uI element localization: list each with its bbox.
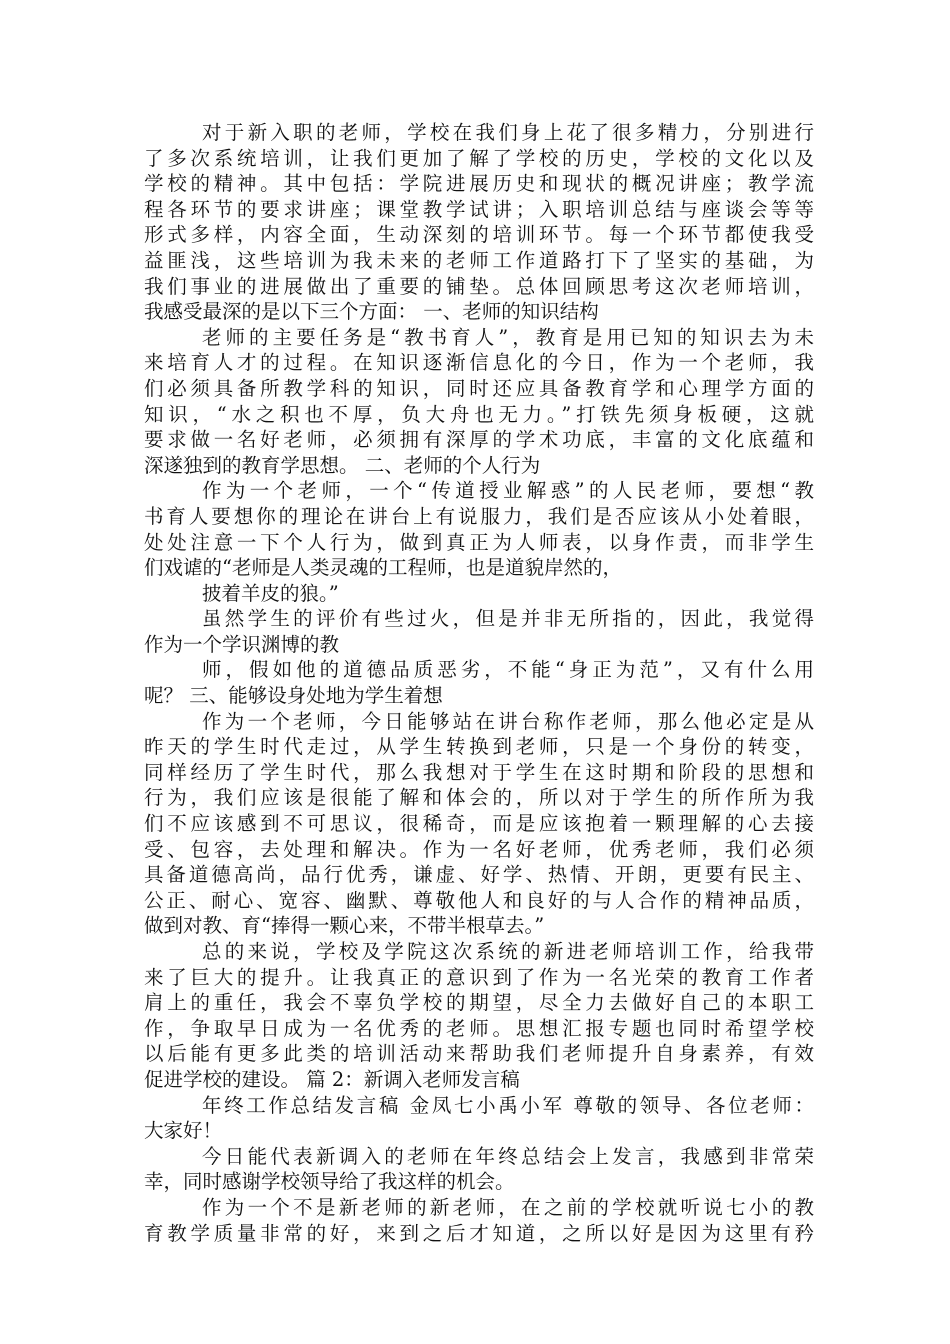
text-line: 披着羊皮的狼。”: [202, 581, 339, 605]
text-line: 作为一个老师，今日能够站在讲台称作老师，那么他必定是从: [202, 709, 814, 733]
text-line: 对于新入职的老师，学校在我们身上花了很多精力，分别进行: [202, 121, 814, 144]
text-line: 具备道德高尚，品行优秀，谦虚、好学、热情、开朗，更要有民主、: [144, 863, 814, 887]
text-line: 作为一个不是新老师的新老师，在之前的学校就听说七小的教: [202, 1195, 814, 1219]
text-line: 今日能代表新调入的老师在年终总结会上发言，我感到非常荣: [202, 1144, 814, 1168]
text-line: 来培育人才的过程。在知识逐渐信息化的今日，作为一个老师，我: [144, 351, 814, 375]
text-line: 做到对教、育“捧得一颗心来，不带半根草去。”: [144, 914, 545, 938]
text-line: 作为一个老师，一个“传道授业解惑”的人民老师，要想“教: [202, 479, 814, 503]
text-line: 程各环节的要求讲座；课堂教学试讲；入职培训总结与座谈会等等: [144, 197, 814, 221]
text-line: 作，争取早日成为一名优秀的老师。思想汇报专题也同时希望学校: [144, 1016, 814, 1040]
text-line: 受、包容，去处理和解决。作为一名好老师，优秀老师，我们必须: [144, 837, 814, 861]
text-line: 要求做一名好老师，必须拥有深厚的学术功底，丰富的文化底蕴和: [144, 428, 814, 452]
text-line: 知识，“水之积也不厚，负大舟也无力。”打铁先须身板硬，这就: [144, 402, 814, 426]
text-line: 大家好！: [144, 1119, 223, 1143]
text-line: 们必须具备所教学科的知识，同时还应具备教育学和心理学方面的: [144, 376, 814, 400]
text-line: 了多次系统培训，让我们更加了解了学校的历史，学校的文化以及: [144, 146, 814, 170]
text-line: 形式多样，内容全面，生动深刻的培训环节。每一个环节都使我受: [144, 223, 814, 247]
text-line: 以后能有更多此类的培训活动来帮助我们老师提升自身素养，有效: [144, 1042, 814, 1066]
text-line: 师，假如他的道德品质恶劣，不能“身正为范”，又有什么用: [202, 658, 814, 682]
text-line: 们不应该感到不可思议，很稀奇，而是应该抱着一颗理解的心去接: [144, 812, 814, 836]
text-line: 育教学质量非常的好，来到之后才知道，之所以好是因为这里有矜: [144, 1221, 814, 1245]
text-line: 作为一个学识渊博的教: [144, 632, 340, 656]
text-line: 处处注意一下个人行为，做到真正为人师表，以身作责，而非学生: [144, 530, 814, 554]
text-line: 书育人要想你的理论在讲台上有说服力，我们是否应该从小处着眼，: [144, 504, 814, 528]
text-line: 学校的精神。其中包括：学院进展历史和现状的概况讲座；教学流: [144, 172, 814, 196]
text-line: 促进学校的建设。 篇 2：新调入老师发言稿: [144, 1067, 520, 1091]
text-line: 同样经历了学生时代，那么我想对于学生在这时期和阶段的思想和: [144, 760, 814, 784]
text-line: 老师的主要任务是“教书育人”，教育是用已知的知识去为未: [202, 325, 814, 349]
text-line: 幸，同时感谢学校领导给了我这样的机会。: [144, 1170, 515, 1194]
text-line: 虽然学生的评价有些过火，但是并非无所指的，因此，我觉得: [202, 607, 814, 631]
text-line: 来了巨大的提升。让我真正的意识到了作为一名光荣的教育工作者: [144, 965, 814, 989]
text-line: 年终工作总结发言稿 金凤七小禹小军 尊敬的领导、各位老师：: [202, 1093, 814, 1117]
text-line: 总的来说，学校及学院这次系统的新进老师培训工作，给我带: [202, 940, 814, 963]
document-body: [144, 120, 814, 1246]
text-line: 我们事业的进展做出了重要的铺垫。总体回顾思考这次老师培训，: [144, 274, 814, 298]
text-line: 益匪浅，这些培训为我未来的老师工作道路打下了坚实的基础，为: [144, 248, 814, 272]
text-line: 昨天的学生时代走过，从学生转换到老师，只是一个身份的转变，: [144, 735, 814, 759]
text-line: 行为，我们应该是很能了解和体会的，所以对于学生的所作所为我: [144, 786, 814, 810]
text-line: 公正、耐心、宽容、幽默、尊敬他人和良好的与人合作的精神品质，: [144, 888, 814, 912]
text-line: 肩上的重任，我会不辜负学校的期望，尽全力去做好自己的本职工: [144, 991, 814, 1015]
text-line: 呢？ 三、能够设身处地为学生着想: [144, 684, 443, 708]
text-line: 我感受最深的是以下三个方面： 一、老师的知识结构: [144, 300, 599, 324]
text-line: 深遂独到的教育学思想。 二、老师的个人行为: [144, 453, 541, 477]
text-line: 们戏谑的“老师是人类灵魂的工程师，也是道貌岸然的，: [144, 556, 622, 580]
